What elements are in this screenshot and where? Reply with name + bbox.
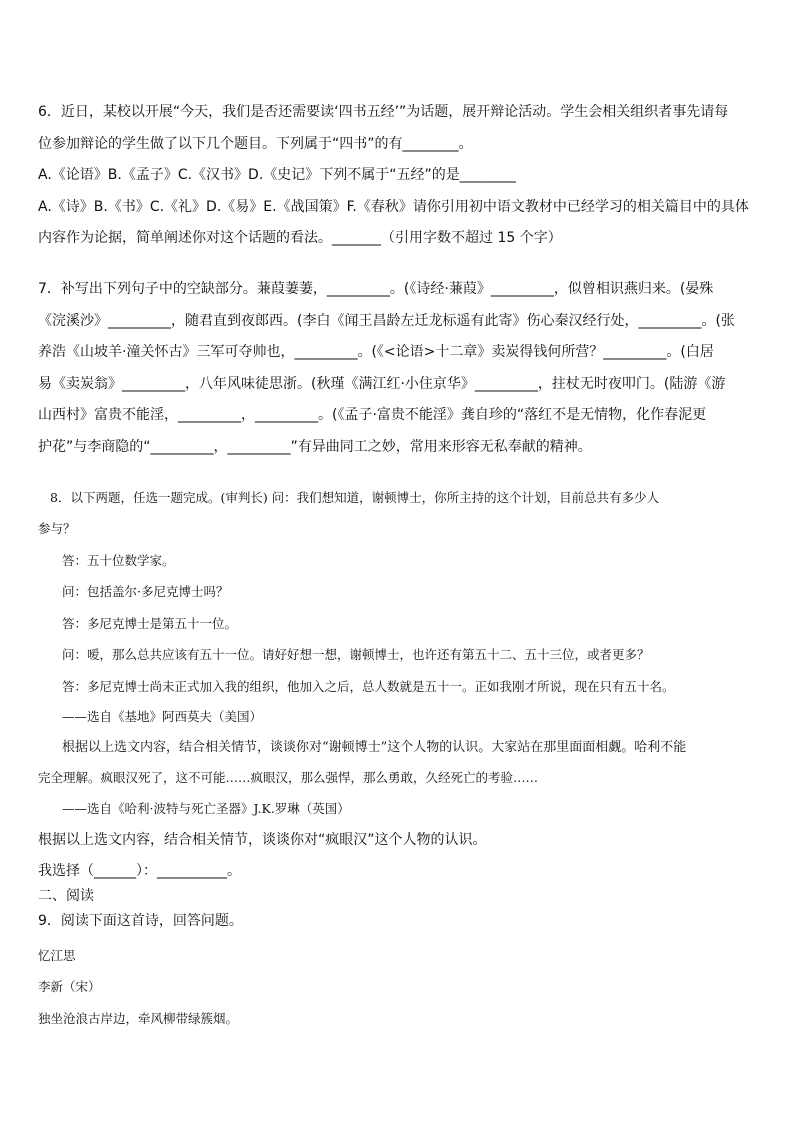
poem-verse-1: 独坐沧浪古岸边，牵风柳带绿簇烟。 <box>38 1011 239 1026</box>
section-reading-heading: 二、阅读 <box>38 888 94 904</box>
q8-answer-1: 答：五十位数学家。 <box>62 553 175 568</box>
q6-line-2: 位参加辩论的学生做了以下几个题目。下列属于“四书”的有________。 <box>38 136 473 152</box>
q8-question-3: 问：嗳，那么总共应该有五十一位。请好好想一想，谢顿博士，也许还有第五十二、五十三位，或者更多？ <box>62 647 650 662</box>
q8-answer-3: 答：多尼克博士尚未正式加入我的组织，他加入之后，总人数就是五十一。正如我刚才所说，现在只有五十名。 <box>62 679 675 694</box>
q8-source-1: ——选自《基地》阿西莫夫（美国） <box>62 709 263 724</box>
q7-line-4: 易《卖炭翁》_________，八年风味徒思浙。(秋瑾《满江红·小住京华》_________，拄杖无时夜叩门。(陆游《游 <box>38 376 726 392</box>
q7-line-5: 山西村》富贵不能淫，_________，_________。(《孟子·富贵不能淫》龚自珍的“落红不是无情物，化作春泥更 <box>38 407 707 423</box>
q8-answer-2: 答：多尼克博士是第五十一位。 <box>62 616 238 631</box>
q8-prompt-2: 根据以上选文内容，结合相关情节，谈谈你对“疯眼汉”这个人物的认识。 <box>38 832 487 848</box>
q9-line-1: 9．阅读下面这首诗，回答问题。 <box>38 913 243 929</box>
q8-line-2: 参与？ <box>38 521 76 536</box>
q6-line-3: A.《论语》B.《孟子》C.《汉书》D.《史记》下列不属于“五经”的是________ <box>38 167 516 183</box>
q8-choice-line: 我选择（______）：__________。 <box>38 863 241 879</box>
q6-line-4: A.《诗》B.《书》C.《礼》D.《易》E.《战国策》F.《春秋》请你引用初中语文教材中已经学习的相关篇目中的具体 <box>38 199 749 215</box>
q8-prompt-1: 根据以上选文内容，结合相关情节，谈谈你对“谢顿博士”这个人物的认识。大家站在那里面面相觑。哈利不能 <box>62 740 687 755</box>
q7-line-1: 7．补写出下列句子中的空缺部分。蒹葭萋萋，_________。(《诗经·蒹葭》_________，似曾相识燕归来。(晏殊 <box>38 281 714 297</box>
q6-line-1: 6．近日，某校以开展“今天，我们是否还需要读‘四书五经’”为话题，展开辩论活动。学生会相关组织者事先请每 <box>38 104 729 120</box>
poem-title: 忆江思 <box>38 948 76 963</box>
q7-line-3: 养浩《山坡羊·潼关怀古》三军可夺帅也，_________。(《<论语>十二章》卖炭得钱何所营？_________。(白居 <box>38 344 714 360</box>
q8-source-2: ——选自《哈利·波特与死亡圣器》J.K.罗琳（英国） <box>62 801 350 816</box>
q8-excerpt-2: 完全理解。疯眼汉死了，这不可能……疯眼汉，那么强悍，那么勇敢，久经死亡的考验…… <box>38 770 539 785</box>
q7-line-6: 护花”与李商隐的“_________，_________”有异曲同工之妙，常用来形容无私奉献的精神。 <box>38 439 592 455</box>
q8-line-1: 8．以下两题，任选一题完成。(审判长) 问：我们想知道，谢顿博士，你所主持的这个计划，目前总共有多少人 <box>50 490 660 505</box>
poem-author: 李新（宋） <box>38 979 101 994</box>
q8-question-2: 问：包括盖尔·多尼克博士吗？ <box>62 584 229 599</box>
q7-line-2: 《浣溪沙》_________，随君直到夜郎西。(李白《闻王昌龄左迁龙标遥有此寄》伤心秦汉经行处，_________。(张 <box>38 313 735 329</box>
q6-line-5: 内容作为论据，简单阐述你对这个话题的看法。_______（引用字数不超过 15 个字） <box>38 230 562 246</box>
